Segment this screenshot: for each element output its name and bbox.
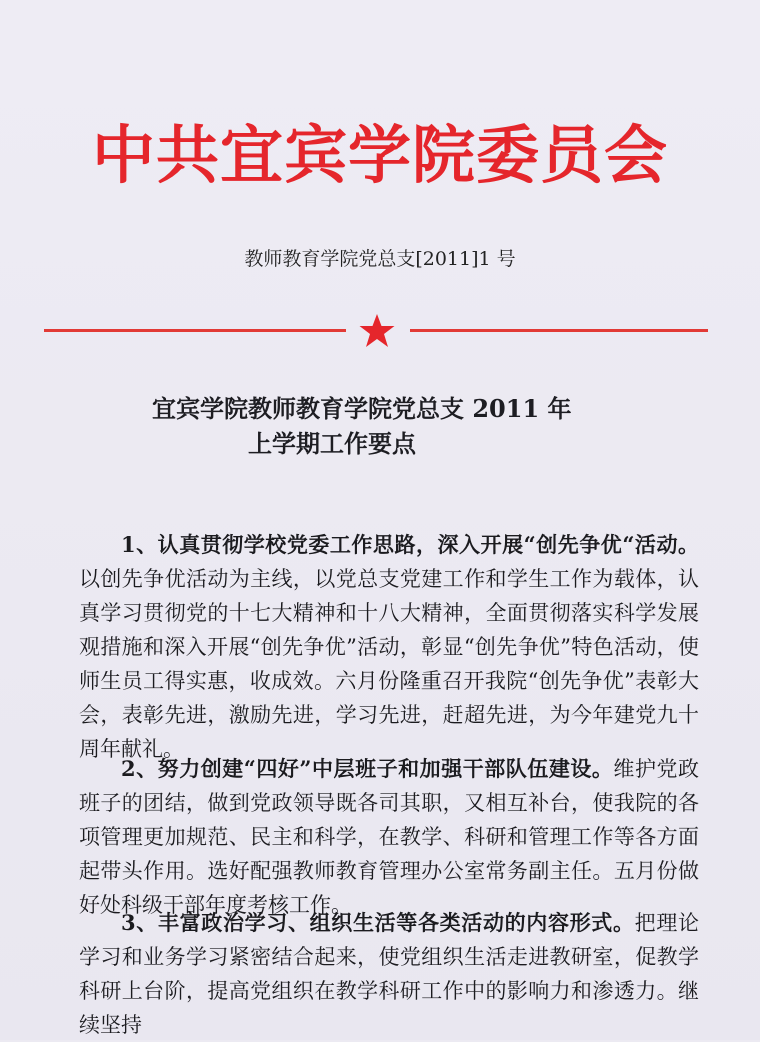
section-2 [79,752,699,922]
section-1 [79,528,699,766]
section-3-heading: 3、丰富政治学习、组织生活等各类活动的内容形式。 [121,910,635,935]
section-3 [79,906,699,1042]
red-divider-right [410,329,708,332]
section-2-heading: 2、努力创建“四好”中层班子和加强干部队伍建设。 [121,756,614,781]
section-2-paragraph [79,752,699,922]
section-2-body: 维护党政班子的团结，做到党政领导既各司其职，又相互补台，使我院的各项管理更加规范、民主和科学，在教学、科研和管理工作等各方面起带头作用。选好配强教师教育管理办公室常务副主任。五月份做好处科级干部年度考核工作。 [79,757,700,917]
section-1-body: 以创先争优活动为主线，以党总支党建工作和学生工作为载体，认真学习贯彻党的十七大精神和十八大精神，全面贯彻落实科学发展观措施和深入开展“创先争优”活动，彰显“创先争优”特色活动，使师生员工得实惠，收成效。六月份隆重召开我院“创先争优”表彰大会，表彰先进，激励先进，学习先进，赶超先进，为今年建党九十周年献礼。 [79,567,699,761]
star-icon [358,313,396,349]
red-divider-left [44,329,346,332]
section-1-paragraph [79,528,699,766]
document-title-line1: 宜宾学院教师教育学院党总支 2011 年 [152,394,572,423]
section-1-heading: 1、认真贯彻学校党委工作思路，深入开展“创先争优“活动。 [121,532,699,557]
section-3-paragraph [79,906,699,1042]
document-title-line2: 上学期工作要点 [248,429,416,458]
section-3-body: 把理论学习和业务学习紧密结合起来，使党组织生活走进教研室，促教学科研上台阶，提高党组织在教学科研工作中的影响力和渗透力。继续坚持 [79,911,699,1037]
masthead-title: 中共宜宾学院委员会 [92,119,668,192]
document-number: 教师教育学院党总支[2011]1 号 [244,248,516,270]
